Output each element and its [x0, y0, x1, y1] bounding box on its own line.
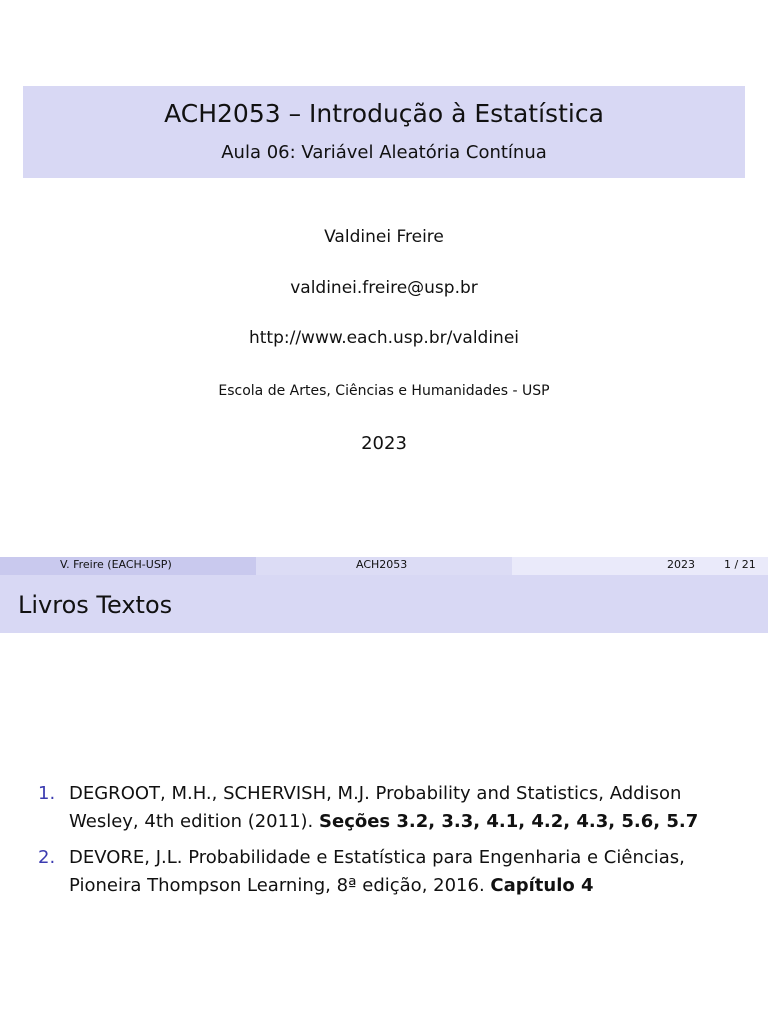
section-title: Livros Textos — [18, 591, 173, 619]
book-reference: DEVORE, J.L. Probabilidade e Estatística para Engenharia e Ciências, Pioneira Thompson Learning, 8ª edição, 2016. — [69, 847, 685, 896]
book-list — [0, 780, 768, 908]
slide-title: ACH2053 – Introdução à Estatística — [164, 99, 604, 128]
list-item — [0, 844, 768, 900]
section-header — [0, 575, 768, 633]
footer-page-number: 1 / 21 — [724, 558, 756, 571]
list-number: 2. — [38, 847, 56, 868]
footer-right-segment — [512, 557, 768, 575]
footer-author: V. Freire (EACH-USP) — [60, 558, 172, 571]
author-email: valdinei.freire@usp.br — [290, 278, 478, 298]
list-number: 1. — [38, 783, 56, 804]
author-name: Valdinei Freire — [324, 227, 444, 247]
presentation-year: 2023 — [361, 433, 407, 454]
slide-subtitle: Aula 06: Variável Aleatória Contínua — [221, 142, 547, 163]
book-reference: DEGROOT, M.H., SCHERVISH, M.J. Probability and Statistics, Addison Wesley, 4th edition (2011). — [69, 783, 682, 832]
footer-middle-segment — [256, 557, 512, 575]
institution: Escola de Artes, Ciências e Humanidades - USP — [218, 383, 550, 399]
footer-year: 2023 — [667, 558, 695, 571]
author-url: http://www.each.usp.br/valdinei — [248, 328, 520, 348]
list-item — [0, 780, 768, 836]
book-sections: Seções 3.2, 3.3, 4.1, 4.2, 4.3, 5.6, 5.7 — [319, 811, 699, 832]
book-sections: Capítulo 4 — [490, 875, 594, 896]
title-box — [23, 86, 745, 178]
footer-left-segment — [0, 557, 256, 575]
slide-footer — [0, 557, 768, 575]
footer-course: ACH2053 — [356, 558, 408, 571]
